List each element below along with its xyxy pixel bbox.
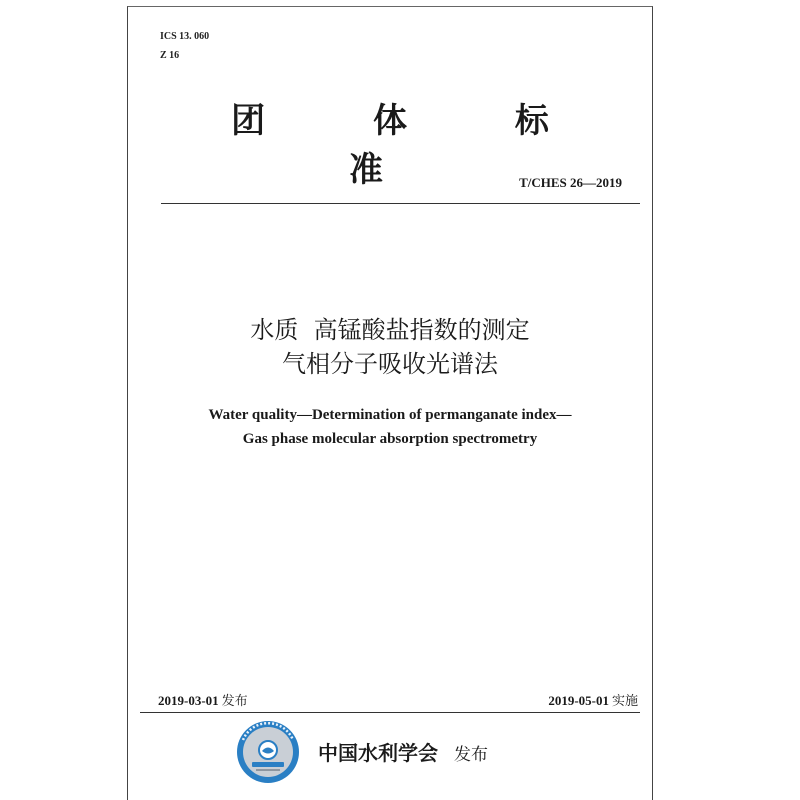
publisher-name: 中国水利学会 bbox=[318, 741, 438, 765]
standard-cover bbox=[127, 6, 653, 800]
issue-date-block bbox=[158, 690, 248, 709]
chinese-title bbox=[128, 313, 652, 381]
classification-codes bbox=[160, 27, 209, 65]
english-title-line-2: Gas phase molecular absorption spectrometry bbox=[242, 431, 538, 447]
publish-label: 发布 bbox=[454, 745, 488, 765]
issue-date: 2019-03-01 bbox=[158, 693, 219, 708]
standard-number: T/CHES 26—2019 bbox=[519, 175, 622, 190]
chinese-title-line-2: 气相分子吸收光谱法 bbox=[282, 350, 498, 378]
ics-code: ICS 13. 060 bbox=[160, 31, 210, 42]
top-divider bbox=[161, 203, 640, 204]
society-seal-logo bbox=[236, 720, 300, 784]
standard-category-title: 团 体 标 准 bbox=[231, 101, 597, 190]
english-title-line-1: Water quality—Determination of permanganate index— bbox=[208, 407, 572, 423]
implement-label: 实施 bbox=[611, 694, 638, 709]
ccs-code: Z 16 bbox=[160, 50, 180, 61]
implement-date-block bbox=[548, 690, 638, 709]
seal-banner bbox=[252, 762, 284, 767]
seal-subtext bbox=[256, 769, 280, 771]
issue-label: 发布 bbox=[221, 694, 248, 709]
implement-date: 2019-05-01 bbox=[548, 693, 609, 708]
bottom-divider bbox=[140, 712, 640, 713]
english-title bbox=[128, 403, 652, 451]
chinese-title-line-1: 水质 高锰酸盐指数的测定 bbox=[250, 316, 530, 344]
publisher-line bbox=[318, 737, 488, 766]
